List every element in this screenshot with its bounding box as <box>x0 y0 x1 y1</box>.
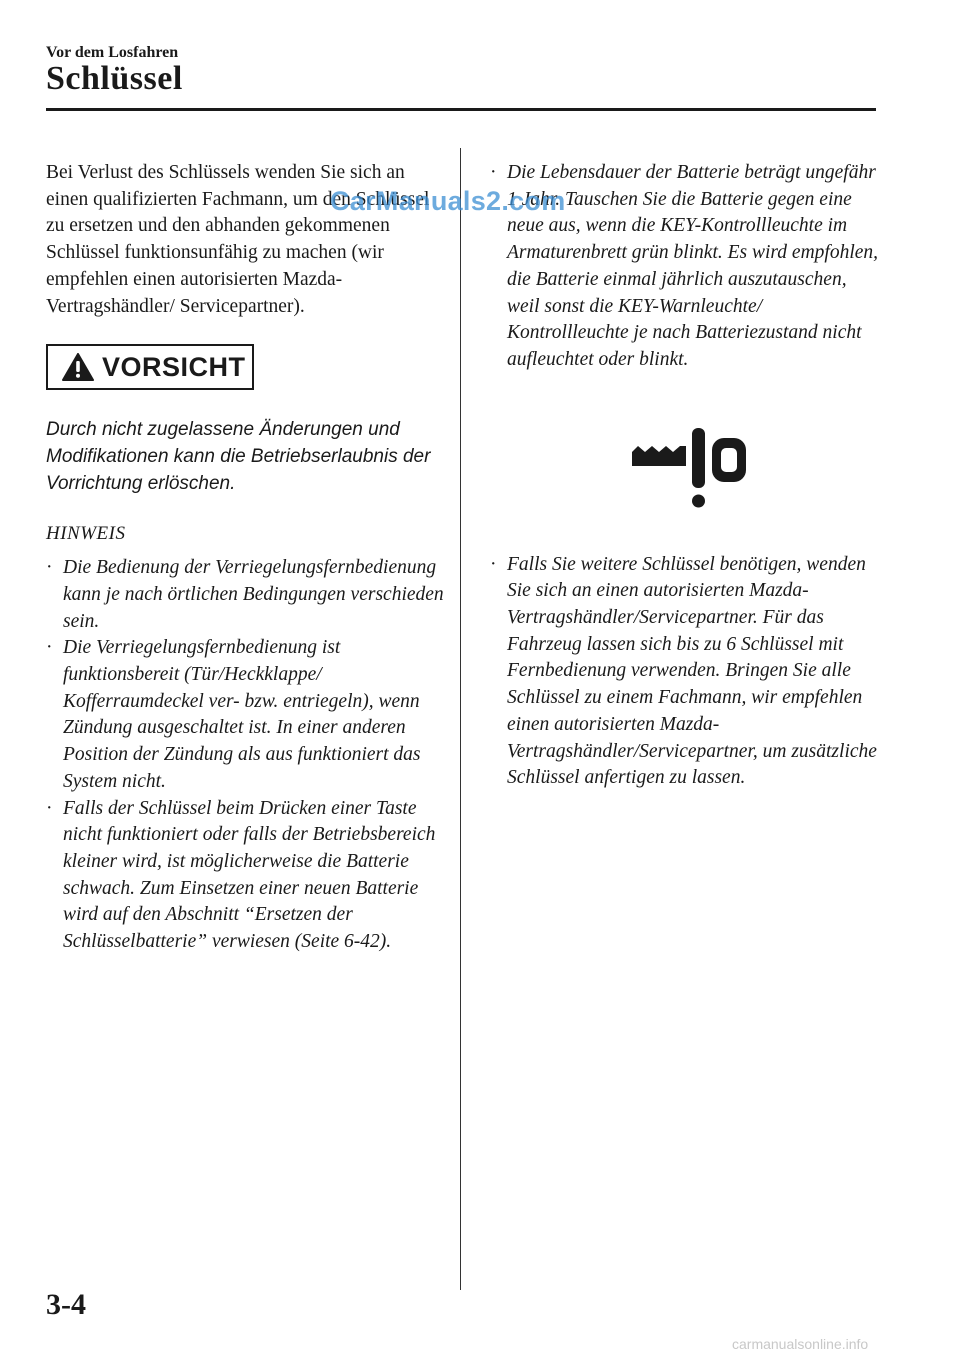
list-item <box>46 796 446 956</box>
page-title: Schlüssel <box>46 60 183 97</box>
note-text: Die Bedienung der Verriegelungsfernbedienung kann je nach örtlichen Bedingungen verschieden sein. <box>63 557 444 632</box>
note-list <box>46 555 446 956</box>
warning-triangle-icon <box>62 353 94 381</box>
note-text: Die Verriegelungsfernbedienung ist funktionsbereit (Tür/Heckklappe/ Kofferraumdeckel ver- bzw. entriegeln), wenn Zündung ausgeschaltet ist. In einer anderen Position der Zündung als aus funktioniert das System nicht. <box>63 637 421 792</box>
column-divider <box>460 148 461 1290</box>
title-rule <box>46 108 876 111</box>
note-text: Die Lebensdauer der Batterie beträgt ungefähr 1 Jahr. Tauschen Sie die Batterie gegen eine neue aus, wenn die KEY-Kontrollleuchte im Armaturenbrett grün blinkt. Es wird empfohlen, die Batterie einmal jährlich auszutauschen, weil sonst die KEY-Warnleuchte/ Kontrollleuchte je nach Batteriezustand nicht aufleuchtet oder blinkt. <box>507 162 879 370</box>
hinweis-label: HINWEIS <box>46 523 126 545</box>
caution-box <box>46 344 254 390</box>
list-item <box>46 555 446 635</box>
left-column <box>46 160 446 956</box>
watermark: CarManuals2.com <box>330 186 566 216</box>
section-label: Vor dem Losfahren <box>46 44 179 61</box>
note-list <box>490 552 880 792</box>
bullet: · <box>46 797 53 819</box>
bullet: · <box>46 637 53 659</box>
note-text: Falls der Schlüssel beim Drücken einer Taste nicht funktioniert oder falls der Betriebsbereich kleiner wird, ist möglicherweise die Batterie schwach. Zum Einsetzen einer neuen Batterie wird auf den Abschnitt “Ersetzen der Schlüsselbatterie” verwiesen (Seite 6-42). <box>63 797 436 953</box>
intro-paragraph: Bei Verlust des Schlüssels wenden Sie sich an einen qualifizierten Fachmann, um den Schlüssel zu ersetzen und den abhanden gekommenen Schlüssel funktionsunfähig zu machen (wir empfehlen einen autorisierten Mazda-Vertragshändler/ Servicepartner). <box>46 162 430 317</box>
caution-title: VORSICHT <box>102 351 246 382</box>
right-column <box>490 160 880 792</box>
caution-text: Durch nicht zugelassene Änderungen und Modifikationen kann die Betriebserlaubnis der Vorrichtung erlöschen. <box>46 419 431 495</box>
page-number: 3-4 <box>46 1288 86 1321</box>
bullet: · <box>46 557 53 579</box>
key-warning-indicator-icon <box>628 422 748 512</box>
note-text: Falls Sie weitere Schlüssel benötigen, wenden Sie sich an einen autorisierten Mazda-Vertragshändler/Servicepartner. Für das Fahrzeug lassen sich bis zu 6 Schlüssel mit Fernbedienung verwenden. Bringen Sie alle Schlüssel zu einem Fachmann, wir empfehlen einen autorisierten Mazda-Vertragshändler/Servicepartner, um zusätzliche Schlüssel anfertigen zu lassen. <box>507 553 877 789</box>
list-item <box>490 552 880 792</box>
list-item <box>46 635 446 795</box>
bullet: · <box>490 162 497 183</box>
bullet: · <box>490 553 497 575</box>
key-indicator-figure <box>628 422 748 512</box>
footer-site-link[interactable]: carmanualsonline.info <box>732 1336 869 1352</box>
